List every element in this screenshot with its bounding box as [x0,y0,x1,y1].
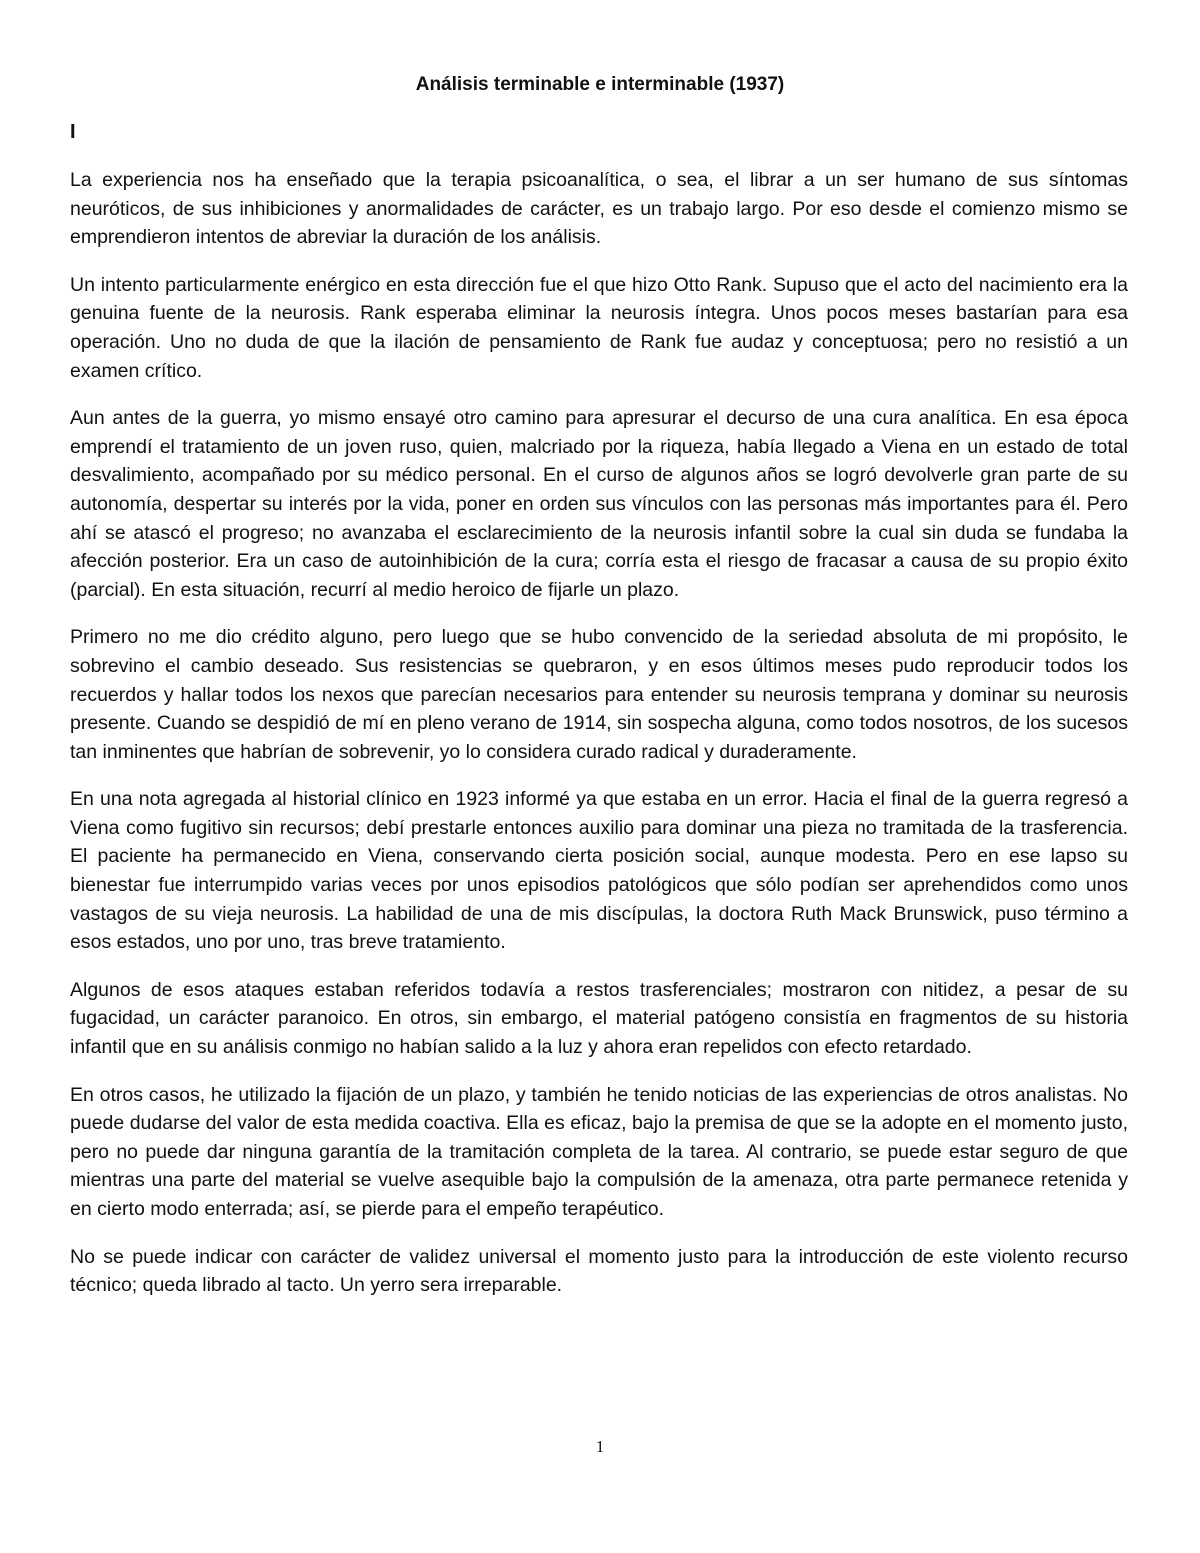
paragraph-1: La experiencia nos ha enseñado que la terapia psicoanalítica, o sea, el librar a un ser humano de sus síntomas neuróticos, de sus inhibiciones y anormalidades de carácter, es un trabajo largo. Por eso desde el comienzo mismo se emprendieron intentos de abreviar la duración de los análisis. [70,169,1128,249]
section-heading: I [70,121,76,143]
paragraph-2: Un intento particularmente enérgico en esta dirección fue el que hizo Otto Rank. Supuso que el acto del nacimiento era la genuina fuente de la neurosis. Rank esperaba eliminar la neurosis íntegra. Unos pocos meses bastarían para esa operación. Uno no duda de que la ilación de pensamiento de Rank fue audaz y conceptuosa; pero no resistió a un examen crítico. [70,273,1128,382]
paragraph-5: En una nota agregada al historial clínico en 1923 informé ya que estaba en un error. Hacia el final de la guerra regresó a Viena como fugitivo sin recursos; debí prestarle entonces auxilio para dominar una pieza no tramitada de la trasferencia. El paciente ha permanecido en Viena, conservando cierta posición social, aunque modesta. Pero en ese lapso su bienestar fue interrumpido varias veces por unos episodios patológicos que sólo podían ser aprehendidos como unos vastagos de su vieja neurosis. La habilidad de una de mis discípulas, la doctora Ruth Mack Brunswick, puso término a esos estados, uno por uno, tras breve tratamiento. [70,788,1128,954]
paragraph-7: En otros casos, he utilizado la fijación de un plazo, y también he tenido noticias de las experiencias de otros analistas. No puede dudarse del valor de esta medida coactiva. Ella es eficaz, bajo la premisa de que se la adopte en el momento justo, pero no puede dar ninguna garantía de la tramitación completa de la tarea. Al contrario, se puede estar seguro de que mientras una parte del material se vuelve asequible bajo la compulsión de la amenaza, otra parte permanece retenida y en cierto modo enterrada; así, se pierde para el empeño terapéutico. [70,1083,1128,1220]
paragraph-6: Algunos de esos ataques estaban referidos todavía a restos trasferenciales; mostraron con nitidez, a pesar de su fugacidad, un carácter paranoico. En otros, sin embargo, el material patógeno consistía en fragmentos de su historia infantil que en su análisis conmigo no habían salido a la luz y ahora eran repelidos con efecto retardado. [70,978,1128,1059]
page-number: 1 [595,1437,605,1456]
document-title: Análisis terminable e interminable (1937) [415,74,785,95]
document-body [70,166,1128,1319]
paragraph-4: Primero no me dio crédito alguno, pero luego que se hubo convencido de la seriedad absoluta de mi propósito, le sobrevino el cambio deseado. Sus resistencias se quebraron, y en esos últimos meses pudo reproducir todos los recuerdos y hallar todos los nexos que parecían necesarios para entender su neurosis temprana y dominar su neurosis presente. Cuando se despidió de mí en pleno verano de 1914, sin sospecha alguna, como todos nosotros, de los sucesos tan inminentes que habrían de sobrevenir, yo lo considera curado radical y duraderamente. [70,626,1128,763]
paragraph-3: Aun antes de la guerra, yo mismo ensayé otro camino para apresurar el decurso de una cura analítica. En esa época emprendí el tratamiento de un joven ruso, quien, malcriado por la riqueza, había llegado a Viena en un estado de total desvalimiento, acompañado por su médico personal. En el curso de algunos años se logró devolverle gran parte de su autonomía, despertar su interés por la vida, poner en orden sus vínculos con las personas más importantes para él. Pero ahí se atascó el progreso; no avanzaba el esclarecimiento de la neurosis infantil sobre la cual sin duda se fundaba la afección posterior. Era un caso de autoinhibición de la cura; corría esta el riesgo de fracasar a causa de su propio éxito (parcial). En esta situación, recurrí al medio heroico de fijarle un plazo. [70,407,1128,601]
paragraph-8: No se puede indicar con carácter de validez universal el momento justo para la introducción de este violento recurso técnico; queda librado al tacto. Un yerro sera irreparable. [70,1245,1128,1297]
